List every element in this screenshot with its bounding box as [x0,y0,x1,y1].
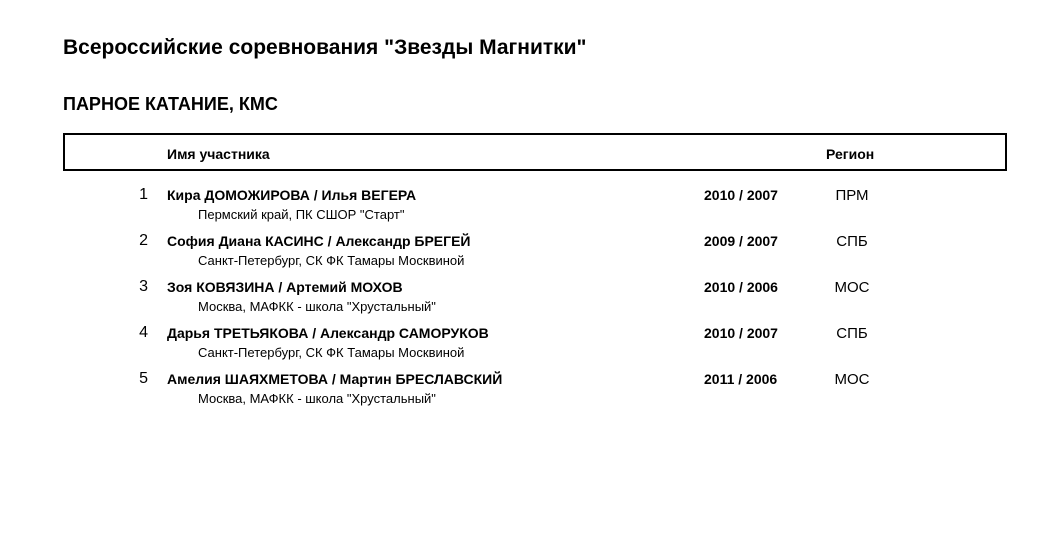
category-subtitle: ПАРНОЕ КАТАНИЕ, КМС [63,94,278,114]
pair-names: Зоя КОВЯЗИНА / Артемий МОХОВ [167,279,403,295]
birth-years: 2010 / 2007 [704,187,778,203]
table-row [0,324,1044,370]
birth-years: 2009 / 2007 [704,233,778,249]
header-name-column: Имя участника [167,146,270,162]
birth-years: 2011 / 2006 [704,371,778,387]
page-title: Всероссийские соревнования "Звезды Магнитки" [63,36,587,59]
participant-list [0,186,1044,416]
club-name: Санкт-Петербург, СК ФК Тамары Москвиной [198,345,465,360]
rank-number: 5 [139,370,148,387]
rank-number: 1 [139,186,148,203]
birth-years: 2010 / 2007 [704,325,778,341]
club-name: Москва, МАФКК - школа "Хрустальный" [198,391,436,406]
region-code: МОС [834,371,870,388]
region-code: СПБ [836,233,868,250]
table-header [63,133,1007,171]
region-code: МОС [834,279,870,296]
region-code: СПБ [836,325,868,342]
club-name: Москва, МАФКК - школа "Хрустальный" [198,299,436,314]
club-name: Пермский край, ПК СШОР "Старт" [198,207,405,222]
table-row [0,232,1044,278]
rank-number: 4 [139,324,148,341]
region-code: ПРМ [835,187,869,204]
rank-number: 2 [139,232,148,249]
pair-names: Амелия ШАЯХМЕТОВА / Мартин БРЕСЛАВСКИЙ [167,371,503,387]
header-region-column: Регион [826,146,875,162]
table-row [0,370,1044,416]
birth-years: 2010 / 2006 [704,279,778,295]
pair-names: София Диана КАСИНС / Александр БРЕГЕЙ [167,233,471,249]
table-row [0,186,1044,232]
pair-names: Дарья ТРЕТЬЯКОВА / Александр САМОРУКОВ [167,325,489,341]
rank-number: 3 [139,278,148,295]
table-row [0,278,1044,324]
club-name: Санкт-Петербург, СК ФК Тамары Москвиной [198,253,465,268]
pair-names: Кира ДОМОЖИРОВА / Илья ВЕГЕРА [167,187,417,203]
